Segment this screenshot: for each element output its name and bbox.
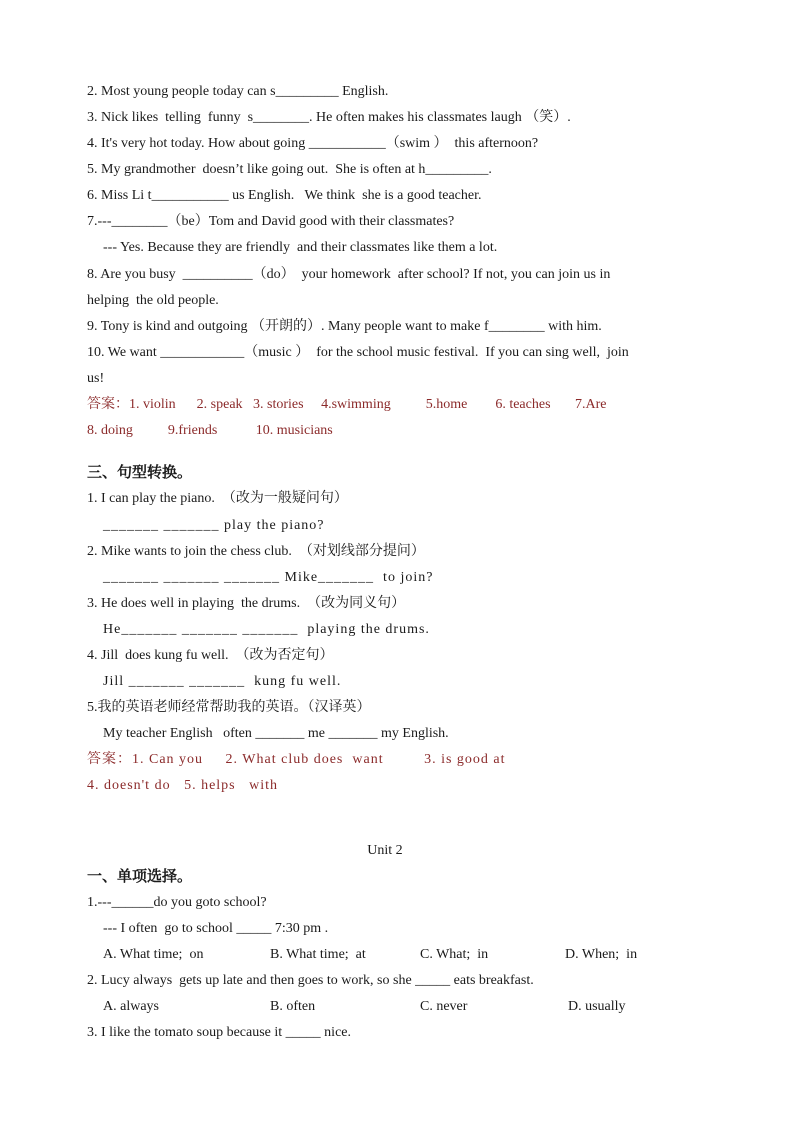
exercise-line: 4. Jill does kung fu well. （改为否定句） [87,648,334,663]
exercise-line: 3. Nick likes telling funny s________. He often makes his classmates laugh （笑）. [87,110,571,125]
question-line: 2. Lucy always gets up late and then goes to work, so she _____ eats breakfast. [87,973,534,988]
answer-line: 4. doesn't do 5. helps with [87,778,279,793]
answer-line: 8. doing 9.friends 10. musicians [87,423,333,438]
option-a: A. What time; on [103,947,204,962]
answer-line [87,751,506,769]
exercise-line: _______ _______ _______ Mike_______ to join? [103,570,434,585]
option-c: C. What; in [420,947,489,962]
exercise-line: 6. Miss Li t___________ us English. We think she is a good teacher. [87,188,482,203]
exercise-line: helping the old people. [87,293,219,308]
option-b: B. often [270,999,316,1014]
exercise-line: 2. Mike wants to join the chess club. （对划线部分提问） [87,544,425,559]
answer-label: 答案： [87,397,129,412]
answer-text: 1. Can you 2. What club does want 3. is good at [132,752,506,767]
exercise-line: 7.---________（be）Tom and David good with their classmates? [87,214,455,229]
exercise-line: us! [87,371,105,386]
exercise-line: He_______ _______ _______ playing the drums. [103,622,430,637]
exercise-line: 8. Are you busy __________（do） your homework after school? If not, you can join us in [87,267,611,282]
question-line: 3. I like the tomato soup because it _____ nice. [87,1025,351,1040]
answer-text: 1. violin 2. speak 3. stories 4.swimming 5.home 6. teaches 7.Are [129,397,607,412]
section-heading: 三、句型转换。 [87,463,193,481]
option-d: D. When; in [565,947,638,962]
option-d: D. usually [568,999,626,1014]
answer-line [87,396,607,414]
exercise-line: --- Yes. Because they are friendly and their classmates like them a lot. [103,240,498,255]
option-c: C. never [420,999,468,1014]
exercise-line: 3. He does well in playing the drums. （改为同义句） [87,596,406,611]
exercise-line: 9. Tony is kind and outgoing （开朗的）. Many people want to make f________ with him. [87,319,602,334]
exercise-line: 4. It's very hot today. How about going ___________（swim ） this afternoon? [87,136,539,151]
exercise-line: _______ _______ play the piano? [103,518,325,533]
exercise-line: 5. My grandmother doesn’t like going out. She is often at h_________. [87,162,492,177]
section-heading: 一、单项选择。 [87,867,193,885]
option-a: A. always [103,999,159,1014]
exercise-line: 2. Most young people today can s_________ English. [87,84,389,99]
unit-title: Unit 2 [367,843,403,858]
exercise-line: 5.我的英语老师经常帮助我的英语。（汉译英） [87,700,371,715]
exercise-line: 1. I can play the piano. （改为一般疑问句） [87,491,348,506]
exercise-line: Jill _______ _______ kung fu well. [103,674,342,689]
exercise-line: 10. We want ____________（music ） for the school music festival. If you can sing well, join [87,345,629,360]
answer-label: 答案： [87,752,132,767]
option-b: B. What time; at [270,947,366,962]
exercise-line: My teacher English often _______ me _______ my English. [103,726,449,741]
question-line: --- I often go to school _____ 7:30 pm . [103,921,329,936]
question-line: 1.---______do you goto school? [87,895,267,910]
